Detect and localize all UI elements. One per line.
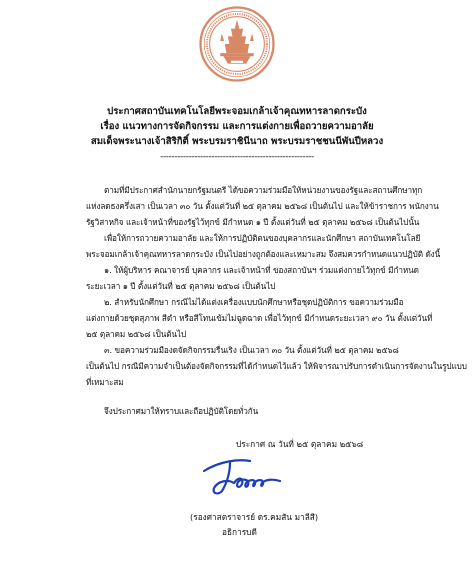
body-line: ๒. สำหรับนักศึกษา กรณีไม่ได้แต่งเครื่องแบบนักศึกษาหรือชุดปฏิบัติการ ขอความร่วมมือ bbox=[104, 297, 404, 307]
kmitl-emblem-logo bbox=[199, 6, 275, 82]
body-line: ๒๕ ตุลาคม ๒๕๖๘ เป็นต้นไป bbox=[86, 329, 187, 339]
body-line: แต่งกายด้วยชุดสุภาพ สีดำ หรือสีโทนเข้มไม่ฉูดฉาด เพื่อไว้ทุกข์ มีกำหนดระยะเวลา ๙๐ วัน ตั้งแต่วันที่ bbox=[86, 313, 433, 323]
signer-name: (รองศาสตราจารย์ ดร.คมสัน มาลีสี) bbox=[190, 512, 319, 522]
announcement-title: ประกาศสถาบันเทคโนโลยีพระจอมเกล้าเจ้าคุณทหารลาดกระบัง bbox=[107, 106, 367, 117]
body-line: แห่งลดธงครึ่งเสา เป็นเวลา ๓๐ วัน ตั้งแต่วันที่ ๒๕ ตุลาคม ๒๕๖๘ เป็นต้นไป และให้ข้าราชการ พนักงาน bbox=[86, 201, 439, 211]
body-line: เป็นต้นไป กรณีมีความจำเป็นต้องจัดกิจกรรมที่ได้กำหนดไว้แล้ว ให้พิจารณาปรับการดำเนินการจัดงานในรูปแบบ bbox=[86, 361, 467, 371]
announcement-date: ประกาศ ณ วันที่ ๒๕ ตุลาคม ๒๕๖๘ bbox=[236, 439, 364, 449]
body-line: ระยะเวลา ๑ ปี ตั้งแต่วันที่ ๒๕ ตุลาคม ๒๕๖๘ เป็นต้นไป bbox=[86, 281, 276, 291]
body-line: รัฐวิสาหกิจ และเจ้าหน้าที่ของรัฐไว้ทุกข์ มีกำหนด ๑ ปี ตั้งแต่วันที่ ๒๕ ตุลาคม ๒๕๖๘ เป็นต้นไปนั้น bbox=[86, 217, 420, 227]
body-line: ๑. ให้ผู้บริหาร คณาจารย์ บุคลากร และเจ้าหน้าที่ ของสถาบันฯ ร่วมแต่งกายไว้ทุกข์ มีกำหนด bbox=[104, 265, 419, 275]
body-line: พระจอมเกล้าเจ้าคุณทหารลาดกระบัง เป็นไปอย่างถูกต้องและเหมาะสม จึงสมควรกำหนดแนวปฏิบัติ ดังนี้ bbox=[86, 249, 441, 259]
signer-title: อธิการบดี bbox=[222, 527, 257, 537]
title-separator: ------------------------------------------------------ bbox=[160, 152, 314, 162]
body-line: เพื่อให้การถวายความอาลัย และให้การปฏิบัติตนของบุคลากรและนักศึกษา สถาบันเทคโนโลยี bbox=[104, 233, 421, 243]
signature bbox=[200, 455, 290, 497]
body-line: ตามที่มีประกาศสำนักนายกรัฐมนตรี ได้ขอความร่วมมือให้หน่วยงานของรัฐและสถานศึกษาทุก bbox=[104, 185, 423, 195]
closing-statement: จึงประกาศมาให้ทราบและถือปฏิบัติโดยทั่วกัน bbox=[104, 406, 259, 416]
body-line: ที่เหมาะสม bbox=[86, 377, 124, 387]
body-line: ๓. ขอความร่วมมืองดจัดกิจกรรมรื่นเริง เป็นเวลา ๓๐ วัน ตั้งแต่วันที่ ๒๕ ตุลาคม ๒๕๖๘ bbox=[104, 345, 399, 355]
announcement-subject: เรื่อง แนวทางการจัดกิจกรรม และการแต่งกายเพื่อถวายความอาลัย bbox=[100, 121, 374, 132]
announcement-subject-continued: สมเด็จพระนางเจ้าสิริกิติ์ พระบรมราชินีนาถ พระบรมราชชนนีพันปีหลวง bbox=[90, 136, 384, 147]
